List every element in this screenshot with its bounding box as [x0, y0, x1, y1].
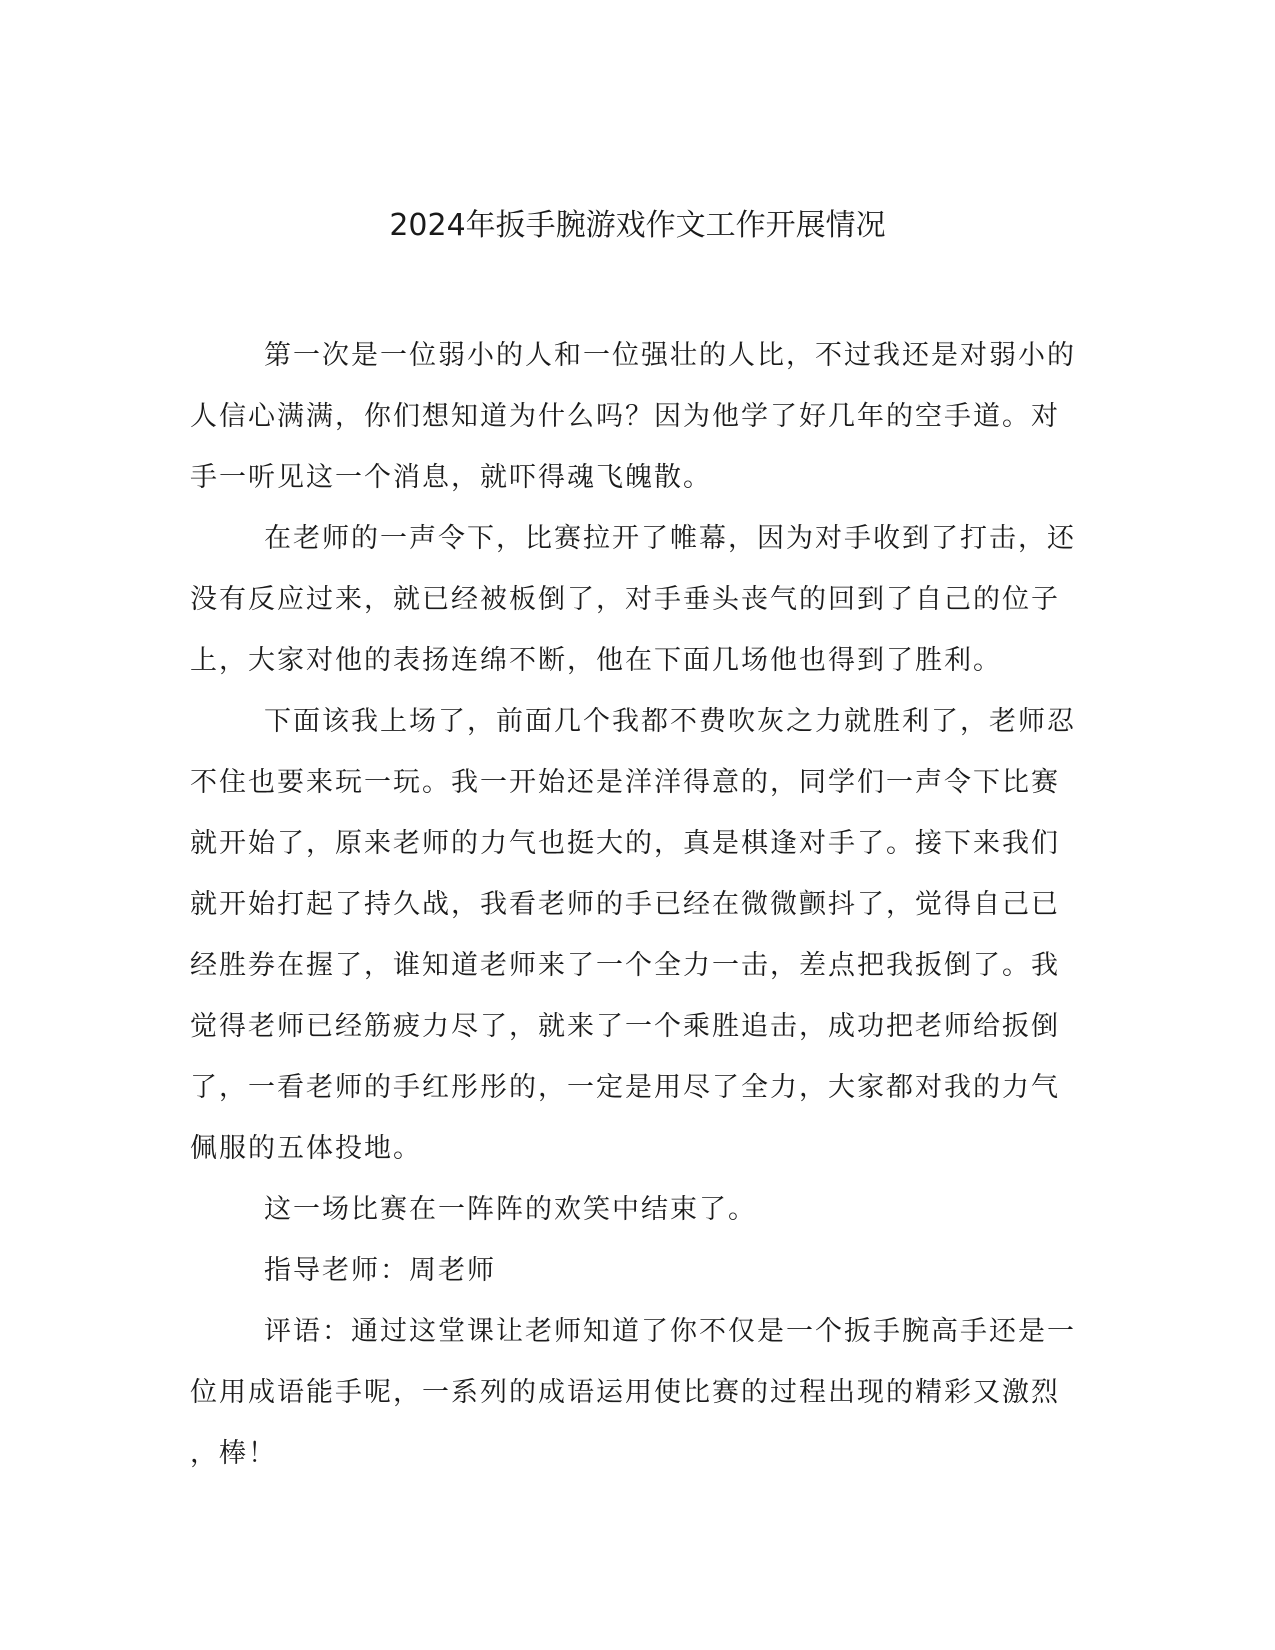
- paragraph-line: 第一次是一位弱小的人和一位强壮的人比，不过我还是对弱小的: [264, 340, 1076, 371]
- paragraph-line: 觉得老师已经筋疲力尽了，就来了一个乘胜追击，成功把老师给扳倒: [190, 1011, 1060, 1042]
- document-title: 2024年扳手腕游戏作文工作开展情况: [389, 208, 886, 243]
- paragraph-line: ，棒！: [190, 1438, 277, 1469]
- advisor-line: 指导老师：周老师: [264, 1255, 496, 1286]
- paragraph-2: [190, 508, 1080, 691]
- paragraph-line: 经胜券在握了，谁知道老师来了一个全力一击，差点把我扳倒了。我: [190, 950, 1060, 981]
- paragraph-4: [190, 1179, 1080, 1240]
- paragraph-line: 手一听见这一个消息，就吓得魂飞魄散。: [190, 462, 712, 493]
- paragraph-1: [190, 325, 1080, 508]
- paragraph-line: 佩服的五体投地。: [190, 1133, 422, 1164]
- paragraph-line: 位用成语能手呢，一系列的成语运用使比赛的过程出现的精彩又激烈: [190, 1377, 1060, 1408]
- paragraph-line: 没有反应过来，就已经被板倒了，对手垂头丧气的回到了自己的位子: [190, 584, 1060, 615]
- document-body: [190, 325, 1080, 1484]
- paragraph-line: 人信心满满，你们想知道为什么吗？因为他学了好几年的空手道。对: [190, 401, 1060, 432]
- paragraph-line: 下面该我上场了，前面几个我都不费吹灰之力就胜利了，老师忍: [264, 706, 1076, 737]
- paragraph-6-comment: [190, 1301, 1080, 1484]
- paragraph-line: 评语：通过这堂课让老师知道了你不仅是一个扳手腕高手还是一: [264, 1316, 1076, 1347]
- paragraph-line: 就开始打起了持久战，我看老师的手已经在微微颤抖了，觉得自己已: [190, 889, 1060, 920]
- paragraph-line: 上，大家对他的表扬连绵不断，他在下面几场他也得到了胜利。: [190, 645, 1002, 676]
- paragraph-line: 不住也要来玩一玩。我一开始还是洋洋得意的，同学们一声令下比赛: [190, 767, 1060, 798]
- paragraph-line: 在老师的一声令下，比赛拉开了帷幕，因为对手收到了打击，还: [264, 523, 1076, 554]
- paragraph-line: 就开始了，原来老师的力气也挺大的，真是棋逢对手了。接下来我们: [190, 828, 1060, 859]
- paragraph-line: 这一场比赛在一阵阵的欢笑中结束了。: [264, 1194, 757, 1225]
- paragraph-5-advisor: [190, 1240, 1080, 1301]
- paragraph-line: 了，一看老师的手红彤彤的，一定是用尽了全力，大家都对我的力气: [190, 1072, 1060, 1103]
- paragraph-3: [190, 691, 1080, 1179]
